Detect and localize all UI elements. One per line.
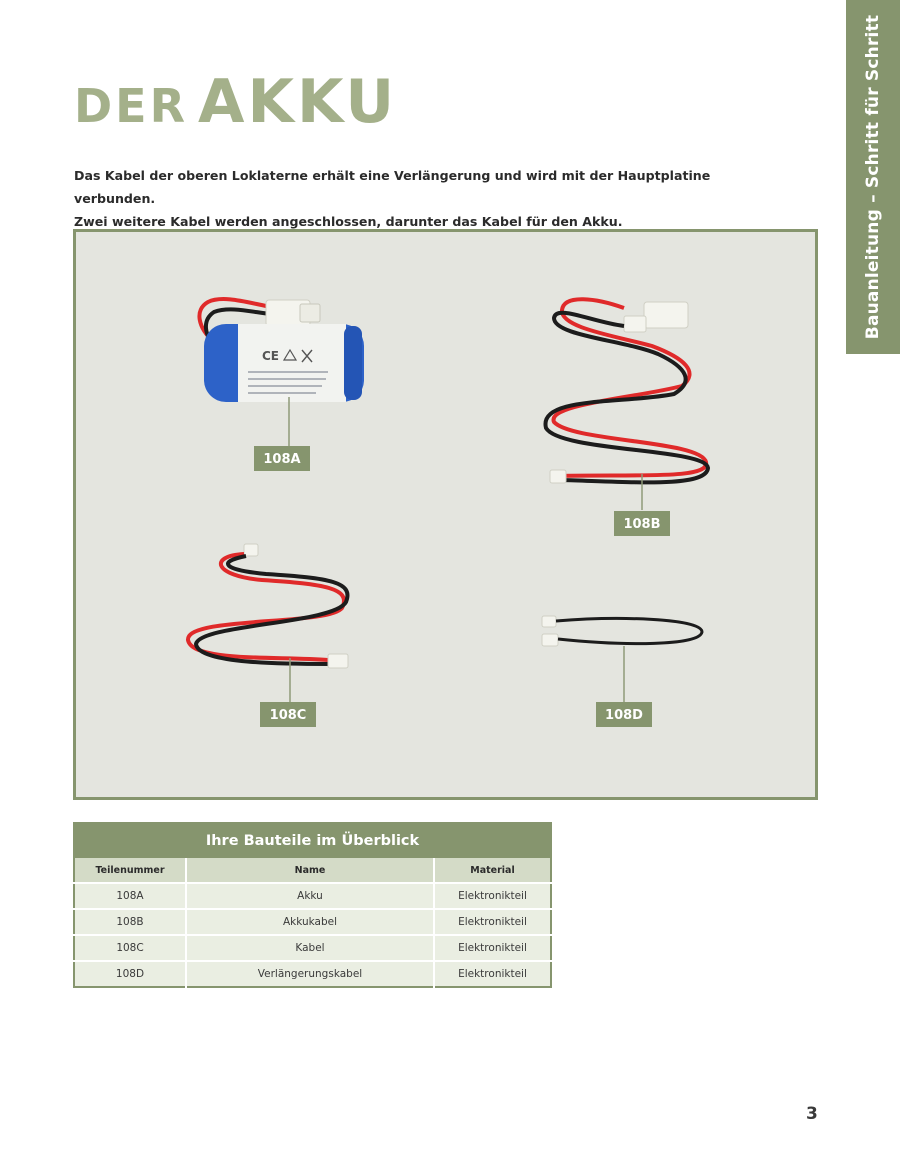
parts-overview-table (73, 822, 552, 988)
page-title (74, 67, 398, 137)
photo-background (76, 232, 815, 797)
cell-material: Elektronikteil (434, 935, 551, 961)
parts-photo-frame (73, 229, 818, 800)
table-header-row (74, 858, 551, 883)
cell-part-number: 108A (74, 883, 186, 909)
page-number: 3 (806, 1104, 818, 1124)
section-side-tab-label: Bauanleitung – Schritt für Schritt (863, 14, 883, 340)
label-108a (254, 446, 310, 471)
svg-text:108D: 108D (605, 708, 643, 723)
page-title-part2: AKKU (198, 67, 398, 137)
table-row (74, 909, 551, 935)
cell-name: Verlängerungskabel (186, 961, 434, 987)
header-material: Material (434, 858, 551, 883)
cell-part-number: 108C (74, 935, 186, 961)
header-part-number: Teilenummer (74, 858, 186, 883)
parts-photo (76, 232, 815, 797)
svg-text:108C: 108C (269, 708, 307, 723)
cell-part-number: 108D (74, 961, 186, 987)
cell-part-number: 108B (74, 909, 186, 935)
header-name: Name (186, 858, 434, 883)
cell-material: Elektronikteil (434, 961, 551, 987)
cell-material: Elektronikteil (434, 909, 551, 935)
page-title-part1: DER (74, 79, 189, 133)
intro-paragraph (74, 164, 794, 233)
table-row (74, 935, 551, 961)
cell-name: Akku (186, 883, 434, 909)
label-108c (260, 702, 316, 727)
table-row (74, 883, 551, 909)
table-row (74, 961, 551, 987)
label-108d (596, 702, 652, 727)
label-108b (614, 511, 670, 536)
cell-name: Akkukabel (186, 909, 434, 935)
battery-ce-mark: CE (262, 349, 280, 363)
intro-line-1: Das Kabel der oberen Loklaterne erhält eine Verlängerung und wird mit der Hauptplatine verbunden. (74, 168, 711, 206)
cell-name: Kabel (186, 935, 434, 961)
intro-line-2: Zwei weitere Kabel werden angeschlossen, darunter das Kabel für den Akku. (74, 214, 623, 229)
table-caption: Ihre Bauteile im Überblick (74, 823, 551, 858)
svg-text:108B: 108B (623, 517, 661, 532)
cell-material: Elektronikteil (434, 883, 551, 909)
section-side-tab (846, 0, 900, 354)
svg-text:108A: 108A (263, 452, 301, 467)
